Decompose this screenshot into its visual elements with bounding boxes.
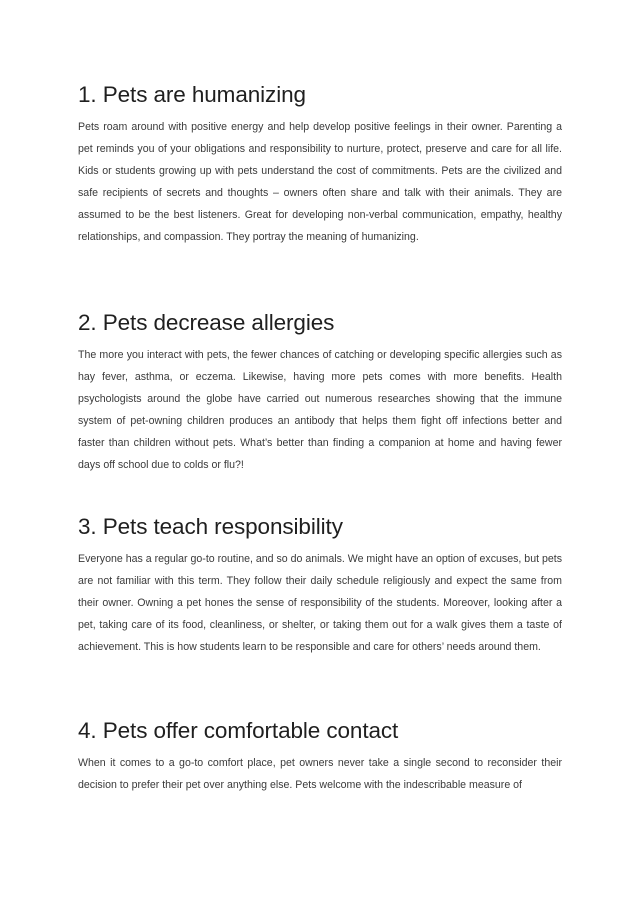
section-pets-decrease-allergies: [78, 310, 562, 476]
section-heading: 1. Pets are humanizing: [78, 82, 306, 107]
section-body: Pets roam around with positive energy and help develop positive feelings in their owner. Parenting a pet reminds you of your obligations and responsibility to nurture, protect, preserve and care for all life. Kids or students growing up with pets understand the cost of commitments. Pets are the civilized and safe recipients of secrets and thoughts – owners often share and talk with their animals. They are assumed to be the best listeners. Great for developing non-verbal communication, empathy, healthy relationships, and compassion. They portray the meaning of humanizing.: [78, 121, 562, 243]
section-body: Everyone has a regular go-to routine, and so do animals. We might have an option of excuses, but pets are not familiar with this term. They follow their daily schedule religiously and expect the same from their owner. Owning a pet hones the sense of responsibility of the students. Moreover, looking after a pet, taking care of its food, cleanliness, or shelter, or taking them out for a walk gives them a taste of achievement. This is how students learn to be responsible and care for others’ needs around them.: [78, 553, 562, 653]
section-pets-humanizing: [78, 82, 562, 248]
section-heading: 3. Pets teach responsibility: [78, 514, 343, 539]
section-pets-teach-responsibility: [78, 514, 562, 658]
section-body: The more you interact with pets, the fewer chances of catching or developing specific allergies such as hay fever, asthma, or eczema. Likewise, having more pets comes with more benefits. Health psychologists around the globe have carried out numerous researches showing that the immune system of pet-owning children produces an antibody that helps them fight off infections better and faster than children without pets. What’s better than finding a companion at home and having fewer days off school due to colds or flu?!: [78, 349, 562, 471]
section-heading: 4. Pets offer comfortable contact: [78, 718, 399, 743]
section-heading: 2. Pets decrease allergies: [78, 310, 335, 335]
section-body: When it comes to a go-to comfort place, pet owners never take a single second to reconsider their decision to prefer their pet over anything else. Pets welcome with the indescribable measure of: [78, 757, 562, 791]
section-pets-comfortable-contact: [78, 718, 562, 796]
